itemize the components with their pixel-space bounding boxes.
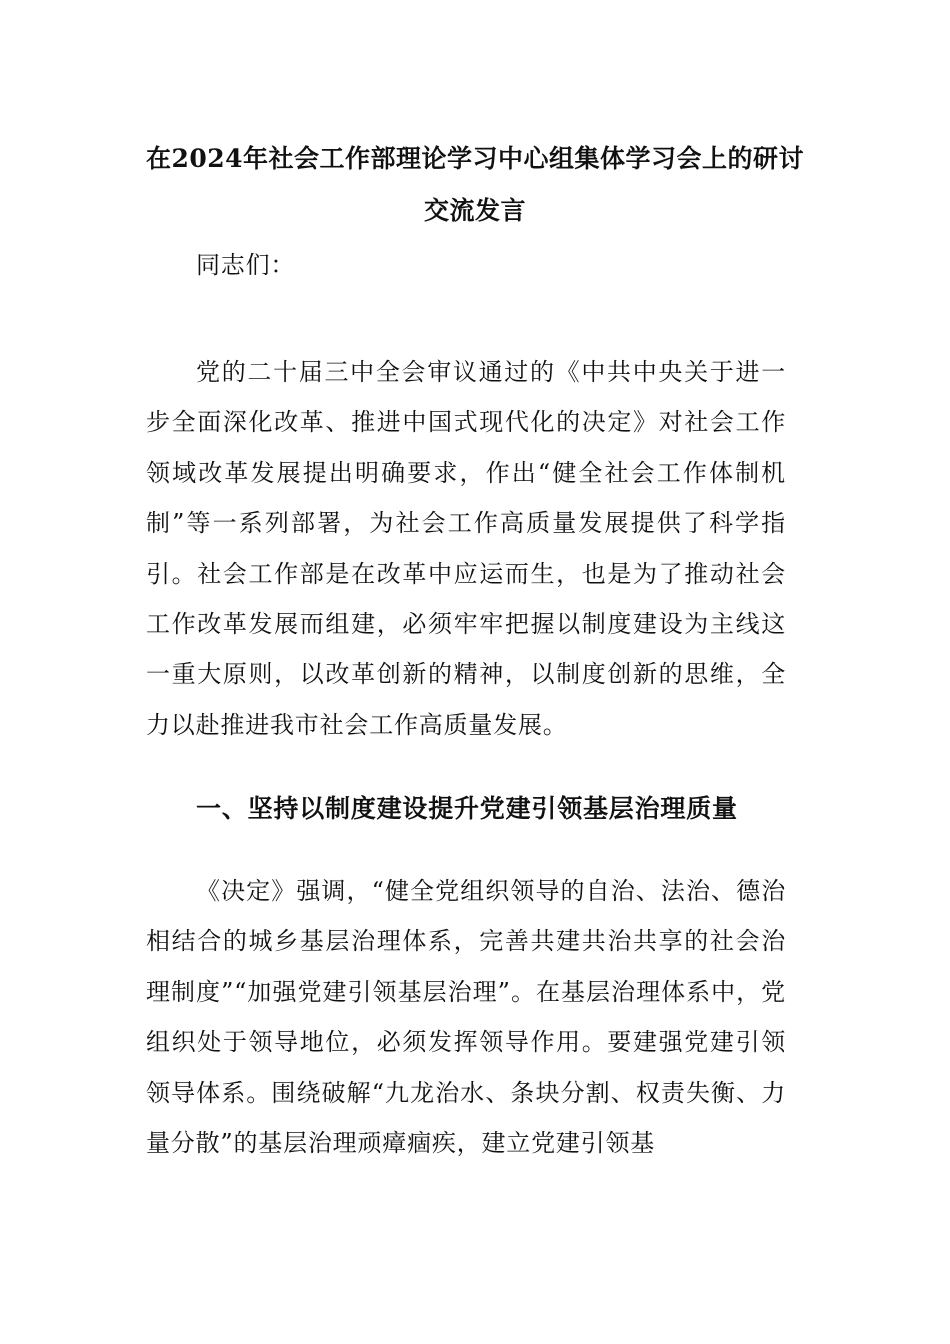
intro-paragraph: 党的二十届三中全会审议通过的《中共中央关于进一步全面深化改革、推进中国式现代化的决定》对社会工作领域改革发展提出明确要求，作出“健全社会工作体制机制”等一系列部署，为社会工作高质量发展提供了科学指引。社会工作部是在改革中应运而生，也是为了推动社会工作改革发展而组建，必须牢牢把握以制度建设为主线这一重大原则，以改革创新的精神，以制度创新的思维，全力以赴推进我市社会工作高质量发展。	[146, 358, 786, 739]
section-heading-1: 一、坚持以制度建设提升党建引领基层治理质量	[196, 794, 738, 823]
title-line-2: 交流发言	[423, 196, 526, 225]
document-title	[140, 133, 810, 237]
greeting: 同志们：	[196, 251, 296, 279]
title-line-1: 在2024年社会工作部理论学习中心组集体学习会上的研讨	[145, 144, 805, 173]
section-1-paragraph: 《决定》强调，“健全党组织领导的自治、法治、德治相结合的城乡基层治理体系，完善共建共治共享的社会治理制度”“加强党建引领基层治理”。在基层治理体系中，党组织处于领导地位，必须发挥领导作用。要建强党建引领领导体系。围绕破解“九龙治水、条块分割、权责失衡、力量分散”的基层治理顽瘴痼疾，建立党建引领基	[146, 877, 786, 1158]
